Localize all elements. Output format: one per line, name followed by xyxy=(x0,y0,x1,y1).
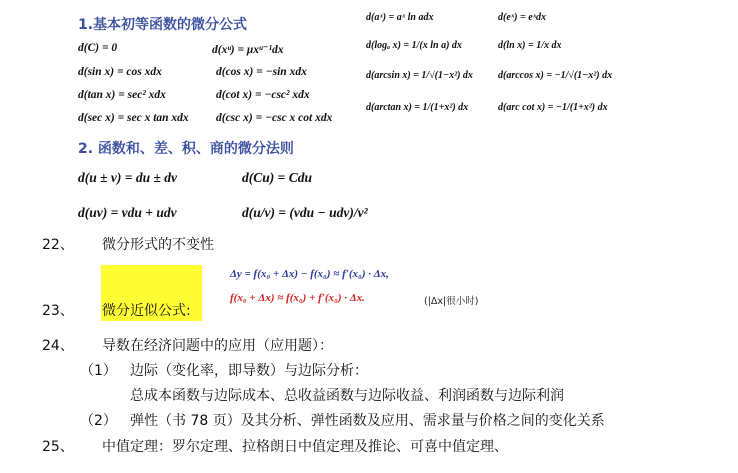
item-22-text: 微分形式的不变性 xyxy=(102,237,214,253)
item-24-number: 24、 xyxy=(42,338,74,354)
item-23-text: 微分近似公式: xyxy=(102,303,191,319)
formula-dxmu: d(xᵘ) = μxᵘ⁻¹dx xyxy=(212,44,284,56)
item-25-text: 中值定理：罗尔定理、拉格朗日中值定理及推论、可喜中值定理、 xyxy=(102,439,508,455)
formula-dcos: d(cos x) = −sin xdx xyxy=(216,66,307,78)
formula-dlog: d(logₐ x) = 1/(x ln a) dx xyxy=(366,40,462,51)
approx-formula-1: Δy = f(x₀ + Δx) − f(x₀) ≈ f′(x₀) · Δx, xyxy=(230,268,389,280)
rule-sum: d(u ± v) = du ± dv xyxy=(78,170,178,185)
item-23-number: 23、 xyxy=(42,303,74,319)
formula-dsin: d(sin x) = cos xdx xyxy=(78,66,162,78)
section-1-title: 1.基本初等函数的微分公式 xyxy=(78,17,248,33)
rule-const: d(Cu) = Cdu xyxy=(242,170,312,185)
formula-darccos: d(arccos x) = −1/√(1−x²) dx xyxy=(498,70,613,81)
formula-darctan: d(arctan x) = 1/(1+x²) dx xyxy=(366,102,469,113)
section-2-title: 2. 函数和、差、积、商的微分法则 xyxy=(78,141,294,157)
sub-item-2-text: 弹性（书 78 页）及其分析、弹性函数及应用、需求量与价格之间的变化关系 xyxy=(130,413,605,429)
item-25-number: 25、 xyxy=(42,439,74,455)
formula-dsec: d(sec x) = sec x tan xdx xyxy=(78,112,189,124)
sub-item-1-text: 边际（变化率，即导数）与边际分析： xyxy=(130,363,368,379)
formula-dC: d(C) = 0 xyxy=(78,42,118,54)
formula-dax: d(aˣ) = aˣ ln adx xyxy=(366,12,434,23)
item-24-text: 导数在经济问题中的应用（应用题）： xyxy=(102,338,333,354)
formula-darcsin: d(arcsin x) = 1/√(1−x²) dx xyxy=(366,70,473,81)
formula-dtan: d(tan x) = sec² xdx xyxy=(78,89,166,101)
sub-item-1-number: （1） xyxy=(80,363,117,379)
approx-note: (|Δx|很小时) xyxy=(424,296,479,307)
item-22-number: 22、 xyxy=(42,237,74,253)
formula-dcot: d(cot x) = −csc² xdx xyxy=(216,89,310,101)
rule-product: d(uv) = vdu + udv xyxy=(78,205,177,220)
formula-darccot: d(arc cot x) = −1/(1+x²) dx xyxy=(498,102,608,113)
sub-item-2-number: （2） xyxy=(80,413,117,429)
formula-dex: d(eˣ) = eˣdx xyxy=(498,12,547,23)
rule-quotient: d(u/v) = (vdu − udv)/v² xyxy=(242,205,368,220)
formula-dcsc: d(csc x) = −csc x cot xdx xyxy=(216,112,333,124)
formula-dln: d(ln x) = 1/x dx xyxy=(498,40,562,51)
approx-formula-2: f(x₀ + Δx) ≈ f(x₀) + f′(x₀) · Δx. xyxy=(230,292,365,304)
sub-item-1-detail: 总成本函数与边际成本、总收益函数与边际收益、利润函数与边际利润 xyxy=(130,388,564,404)
